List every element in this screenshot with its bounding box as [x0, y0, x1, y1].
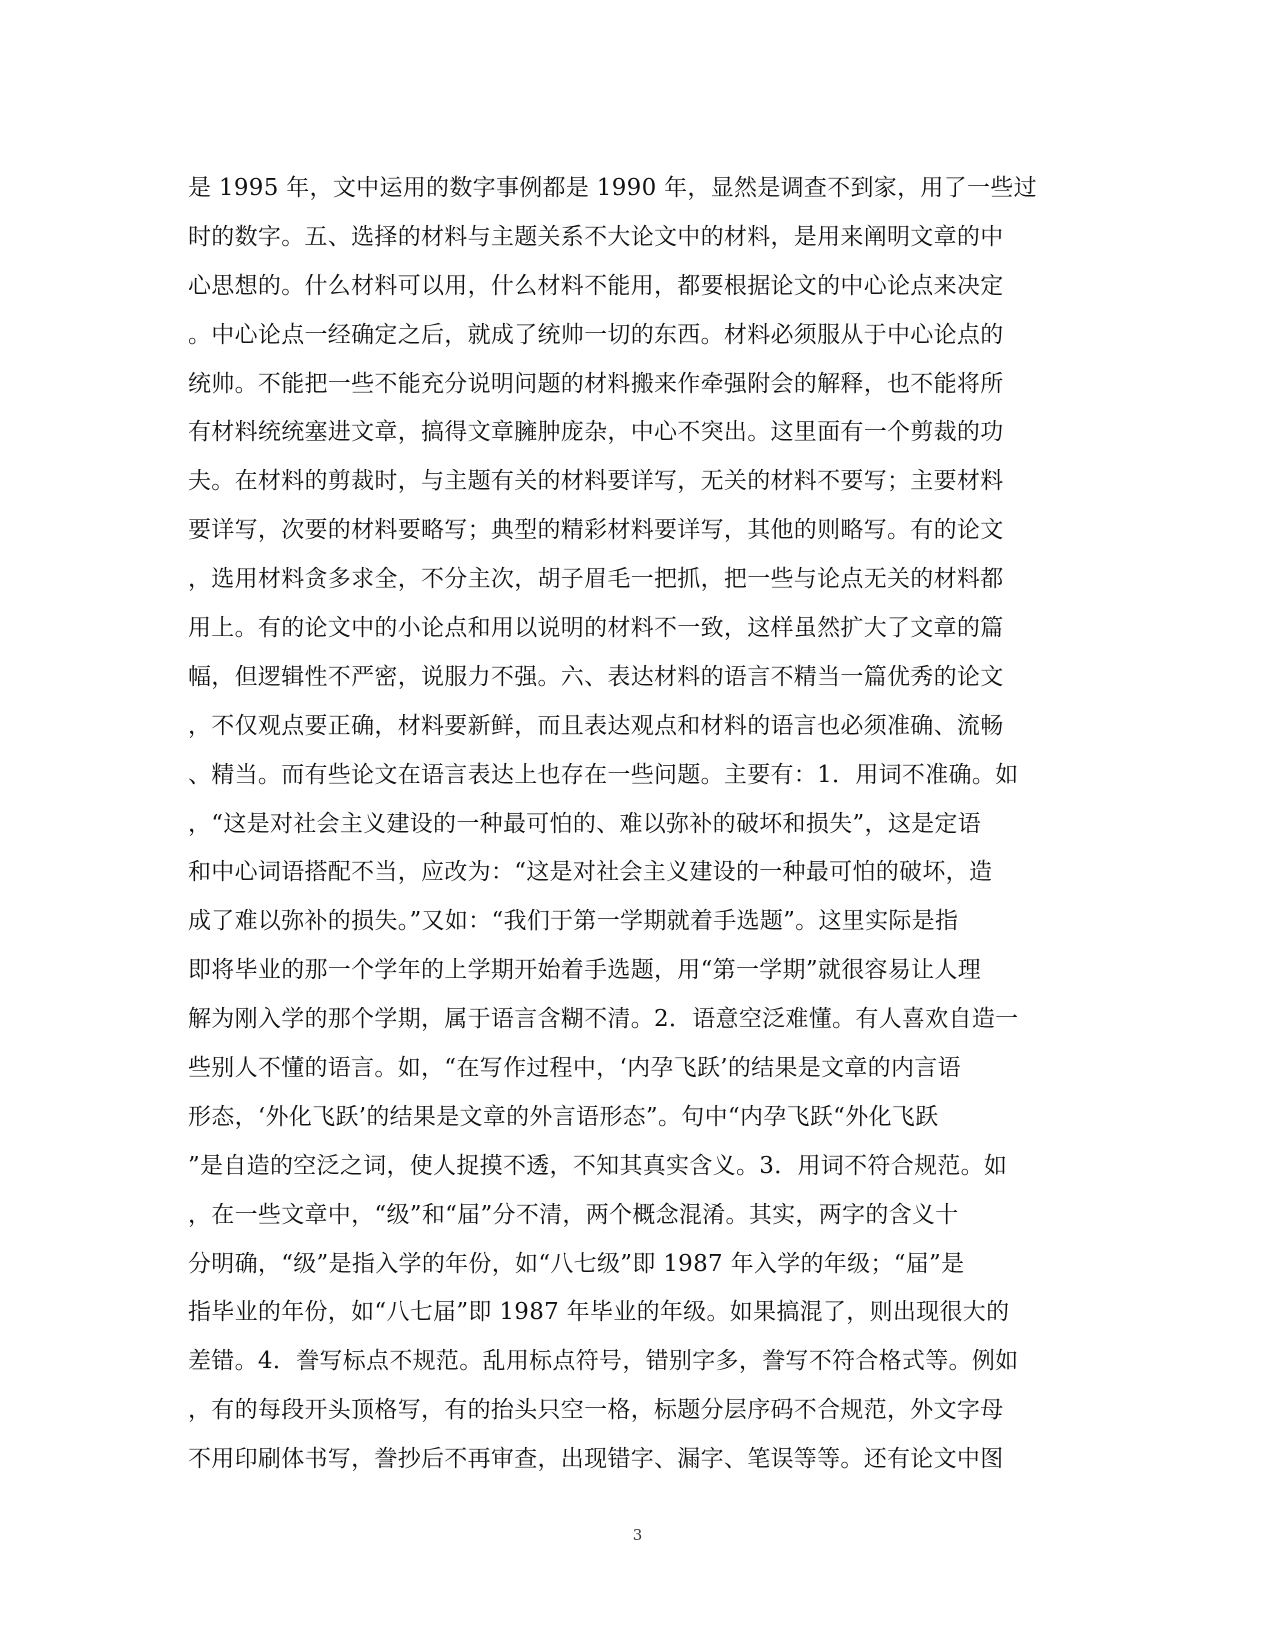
text-line: 即将毕业的那一个学年的上学期开始着手选题，用“第一学期”就很容易让人理	[188, 957, 982, 984]
text-line: 要详写，次要的材料要略写；典型的精彩材料要详写，其他的则略写。有的论文	[188, 517, 1004, 544]
text-line: 和中心词语搭配不当，应改为：“这是对社会主义建设的一种最可怕的破坏，造	[188, 859, 993, 886]
text-line: 幅，但逻辑性不严密，说服力不强。六、表达材料的语言不精当一篇优秀的论文	[188, 663, 1004, 690]
text-line: 分明确，“级”是指入学的年份，如“八七级”即 1987 年入学的年级；“届”是	[188, 1250, 965, 1277]
text-line: 心思想的。什么材料可以用，什么材料不能用，都要根据论文的中心论点来决定	[188, 272, 1004, 299]
text-line: ，选用材料贪多求全，不分主次，胡子眉毛一把抓，把一些与论点无关的材料都	[188, 566, 1004, 593]
text-line: 时的数字。五、选择的材料与主题关系不大论文中的材料，是用来阐明文章的中	[188, 223, 1004, 250]
text-line: 些别人不懂的语言。如，“在写作过程中，‘内孕飞跃’的结果是文章的内言语	[188, 1055, 961, 1082]
text-line: 用上。有的论文中的小论点和用以说明的材料不一致，这样虽然扩大了文章的篇	[188, 615, 1004, 642]
text-line: ，在一些文章中，“级”和“届”分不清，两个概念混淆。其实，两字的含义十	[188, 1201, 959, 1228]
text-line: 统帅。不能把一些不能充分说明问题的材料搬来作牵强附会的解释，也不能将所	[188, 370, 1004, 397]
text-line: 。中心论点一经确定之后，就成了统帅一切的东西。材料必须服从于中心论点的	[188, 321, 1004, 348]
text-line: 有材料统统塞进文章，搞得文章臃肿庞杂，中心不突出。这里面有一个剪裁的功	[188, 419, 1004, 446]
text-line: 指毕业的年份，如“八七届”即 1987 年毕业的年级。如果搞混了，则出现很大的	[188, 1299, 1010, 1326]
text-line: ，不仅观点要正确，材料要新鲜，而且表达观点和材料的语言也必须准确、流畅	[188, 712, 1004, 739]
text-line: 形态，‘外化飞跃’的结果是文章的外言语形态”。句中“内孕飞跃“外化飞跃	[188, 1103, 939, 1130]
text-line: ”是自造的空泛之词，使人捉摸不透，不知其真实含义。3．用词不符合规范。如	[188, 1152, 1008, 1179]
text-line: 解为刚入学的那个学期，属于语言含糊不清。2．语意空泛难懂。有人喜欢自造一	[188, 1006, 1019, 1033]
text-line: 差错。4．誊写标点不规范。乱用标点符号，错别字多，誊写不符合格式等。例如	[188, 1348, 1019, 1375]
body-text	[188, 164, 1088, 1484]
text-line: 夫。在材料的剪裁时，与主题有关的材料要详写，无关的材料不要写；主要材料	[188, 468, 1004, 495]
text-line: ，有的每段开头顶格写，有的抬头只空一格，标题分层序码不合规范，外文字母	[188, 1397, 1004, 1424]
text-line: 、精当。而有些论文在语言表达上也存在一些问题。主要有：1．用词不准确。如	[188, 761, 1019, 788]
page-number: 3	[632, 1526, 643, 1544]
text-line: 不用印刷体书写，誊抄后不再审查，出现错字、漏字、笔误等等。还有论文中图	[188, 1446, 1004, 1473]
text-line: 是 1995 年，文中运用的数字事例都是 1990 年，显然是调查不到家，用了一些过	[188, 175, 1037, 201]
text-line: 成了难以弥补的损失。”又如：“我们于第一学期就着手选题”。这里实际是指	[188, 908, 959, 935]
text-line: ，“这是对社会主义建设的一种最可怕的、难以弥补的破坏和损失”，这是定语	[188, 810, 982, 837]
